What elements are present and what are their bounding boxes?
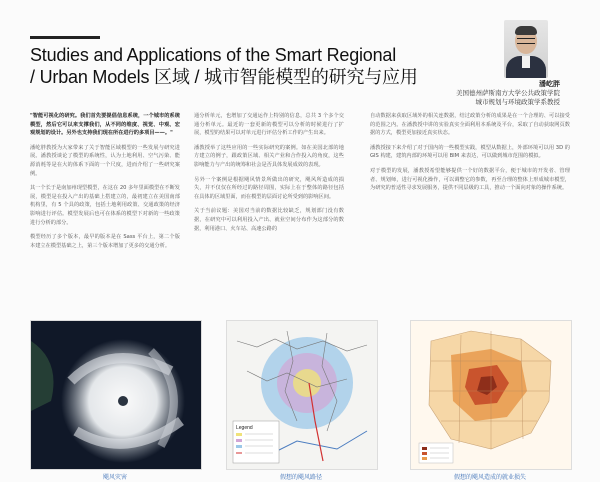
lead-paragraph: "智能可视化的研究。我们首先要提倡信息系统，一个城市的系统模型，然后它可以来支撑我们，从不同的维度、视觉、中观、宏观规划的设计。另外也支持我们现在所在进行的多项目——。"	[30, 113, 180, 137]
paragraph: 其一个长于是南加州现型模型，在这在 20 多年里面模型在不断发展，模型是在投入产出的基础上搭建立的，最初建立在美国南部机构里，有 5 个具的政策，包括土地利用政策、交通政策的经济影响进行评估。模型发展后也可在体系的模型下对新的一些政策进行分析的部分。	[30, 185, 180, 226]
hurricane-path-map-icon	[227, 321, 377, 469]
paragraph: 对于模型的发展，潘教授希望能够提供一个好的数据平台，便于城市的开发者、管理者、规划师，进行可视化操作，可以调整它的参数，再至合理的整体上形成城市模型，为研究的普适性寻求发展服务，提供不同层级的工具，推动一个面向对象的操作系统。	[370, 167, 570, 192]
figure-caption-2: 假想的飓风路径	[279, 474, 322, 481]
title-line-2: / Urban Models 区域 / 城市智能模型的研究与应用	[30, 67, 418, 87]
paragraph: 模型经历了多个版本，最早的版本是在 Sass 平台上，第二个版本建立在模型基础之上，第三个版本增加了更多的交通分析。	[30, 234, 180, 249]
text-column-3	[370, 112, 570, 199]
figure-caption-3: 假想的飓风造成的就业损失	[453, 474, 526, 481]
hurricane-path-figure	[226, 320, 378, 470]
title-rule	[30, 36, 100, 39]
author-portrait	[504, 20, 548, 78]
paragraph: 另外一个案例是根据飓风情景所做出的研究，飓风所造成的损失，并不仅仅在所经过的路径周围，实际上在于整体的路径包括在具体的区域里面，而在模型的层面讨论所受到的影响区间。	[194, 176, 344, 200]
figure-caption-1: 飓风灾害	[102, 474, 127, 481]
author-block	[456, 80, 560, 107]
page-title	[30, 44, 490, 88]
hurricane-satellite-figure	[30, 320, 202, 470]
paragraph: 通分析单元，也增加了交通运作上特别的信息，总共 3 个多个交通分析单元。最近的一套更新的模型可以分析的时候进行了扩展，模型的结果可以对单元进行评估分析工作的产生出来。	[194, 113, 344, 137]
employment-loss-map-icon	[411, 321, 571, 469]
title-line-1: Studies and Applications of the Smart Regional	[30, 45, 397, 65]
paragraph: 潘屹胖教授为大家带来了关于智能区域模型的一些发展与研究进展。潘教授谈论了模型的系统性，认为土地利用、空气污染、能源消耗等是在大的体系下面的一个尺度，进而介绍了一些研究案例。	[30, 144, 180, 177]
author-name: 潘屹胖	[539, 80, 560, 88]
employment-loss-figure	[410, 320, 572, 470]
legend-title: Legend	[236, 425, 253, 431]
paragraph: 潘教授举了这些应用的一些实际研究的案例。如在美国北部的地方建立的例子，跟政策区域、相关产业和合作投入的角度，这些影响能力与产出的统筹和社会是否具体发展成效的表现。	[194, 144, 344, 168]
paragraph: 自动数据来获取区域外的相关连数据，结过政策分析的成果是在一个合理的、可以接受的范围之内。在潘教授中讲的实验真实全面利用本系统及平台，采取了自动获取网页数据的方式，模型更加接近真实状态。	[370, 113, 570, 137]
paragraph: 潘教授接下来介绍了对于国内的一些模型实践，模型从数据上，外部环境可以用 3D 的 GIS 构建，建筑内部的环境可以用 BIM 来表达，可以做到城市范围的模拟。	[370, 144, 570, 160]
author-affiliation-2: 城市规划与环境政策学系教授	[475, 98, 560, 106]
text-column-2	[194, 112, 344, 239]
hurricane-satellite-icon	[31, 321, 201, 469]
author-affiliation-1: 美国德州萨斯南方大学公共政策学院	[456, 89, 560, 97]
text-column-1	[30, 112, 180, 256]
paragraph: 关于当前议题：美国对当前的数据比较缺乏，规划部门没有数据，在研究中可以利用投入产出、就业空间分布作为这部分的数据，利用港口、火车站、高速公路的	[194, 208, 344, 232]
